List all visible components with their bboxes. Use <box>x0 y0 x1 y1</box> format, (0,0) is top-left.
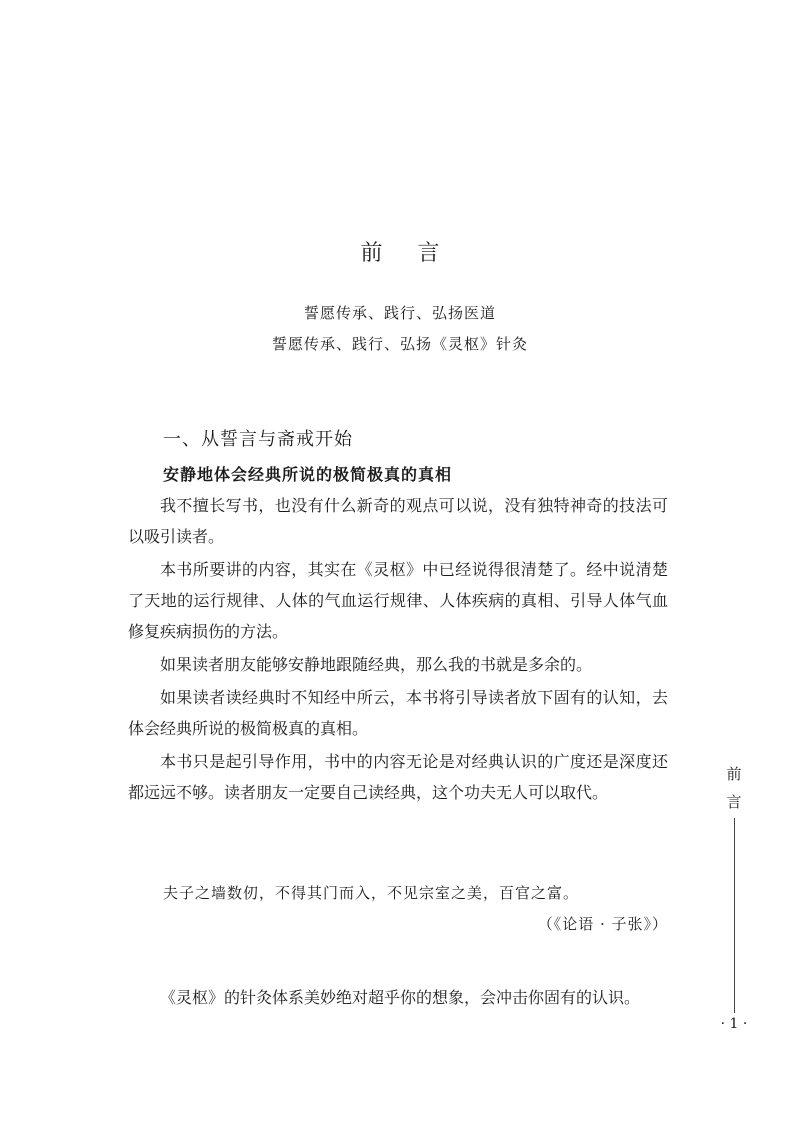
side-divider <box>734 818 735 1013</box>
body-text <box>128 490 668 810</box>
page-number: · 1 · <box>720 1016 748 1032</box>
motto-line-1: 誓愿传承、践行、弘扬医道 <box>303 304 496 322</box>
paragraph: 如果读者朋友能够安静地跟随经典，那么我的书就是多余的。 <box>160 655 593 674</box>
paragraph: 本书只是起引导作用，书中的内容无论是对经典认识的广度还是深度还都远远不够。读者朋友一定要自己读经典，这个功夫无人可以取代。 <box>128 752 668 802</box>
paragraph: 本书所要讲的内容，其实在《灵枢》中已经说得很清楚了。经中说清楚了天地的运行规律、人体的气血运行规律、人体疾病的真相、引导人体气血修复疾病损伤的方法。 <box>128 560 668 641</box>
chapter-side-tab <box>722 760 746 816</box>
quote-text: 夫子之墙数仞，不得其门而入，不见宗室之美，百官之富。 <box>163 884 580 902</box>
side-tab-char: 言 <box>726 793 742 811</box>
section-heading: 一、从誓言与斋戒开始 <box>163 429 353 450</box>
closing-paragraph <box>128 982 668 1013</box>
paragraph: 《灵枢》的针灸体系美妙绝对超乎你的想象，会冲击你固有的认识。 <box>160 988 641 1007</box>
motto-line-2: 誓愿传承、践行、弘扬《灵枢》针灸 <box>271 335 528 353</box>
side-tab-char: 前 <box>726 765 742 783</box>
quote-source: （《论语 · 子张》） <box>537 915 668 933</box>
paragraph: 我不擅长写书，也没有什么新奇的观点可以说，没有独特神奇的技法可以吸引读者。 <box>128 496 668 546</box>
sub-heading: 安静地体会经典所说的极简极真的真相 <box>163 465 453 484</box>
page-title: 前 言 <box>360 241 454 266</box>
paragraph: 如果读者读经典时不知经中所云，本书将引导读者放下固有的认知，去体会经典所说的极简极真的真相。 <box>128 688 668 738</box>
